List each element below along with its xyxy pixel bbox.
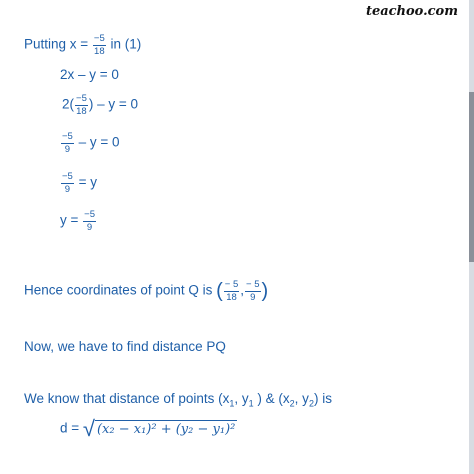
fraction-denominator: 9 [64, 183, 71, 195]
eq5-prefix: y = [60, 212, 83, 228]
putting-fraction [93, 34, 106, 56]
subscript: 1 [229, 398, 235, 409]
equation-3 [60, 132, 120, 154]
coordinates-line [24, 280, 268, 302]
know-text-5: ) is [313, 391, 332, 406]
eq2-fraction [75, 94, 88, 116]
know-text-2: , y [234, 391, 249, 406]
eq5-fraction [83, 210, 96, 232]
close-paren: ) [261, 280, 269, 302]
open-paren: ( [216, 280, 223, 302]
eq2-suffix: ) – y = 0 [88, 96, 139, 112]
scrollbar-thumb[interactable] [469, 92, 474, 262]
fraction-numerator: − 5 [224, 279, 239, 290]
equation-5 [60, 210, 97, 232]
eq4-suffix: = y [74, 174, 97, 190]
scrollbar[interactable] [469, 0, 474, 474]
eq3-suffix: – y = 0 [74, 134, 120, 150]
eq2-prefix: 2( [62, 96, 75, 112]
putting-suffix: in (1) [106, 36, 142, 52]
eq3-fraction [61, 132, 74, 154]
fraction-denominator: 18 [94, 45, 105, 57]
fraction-numerator: − 5 [246, 279, 260, 290]
fraction-numerator: −5 [93, 33, 105, 44]
equation-4 [60, 172, 97, 194]
fraction-numerator: −5 [62, 131, 73, 142]
fraction-denominator: 18 [226, 291, 237, 303]
eq4-fraction [61, 172, 74, 194]
q-x-fraction [224, 280, 239, 302]
formula-prefix: d = [60, 420, 83, 436]
formula-radicand: (x₂ − x₁)² + (y₂ − y₁)² [96, 421, 236, 437]
subscript: 1 [248, 398, 254, 409]
know-text-4: , y [294, 391, 309, 406]
sqrt-symbol: √ [82, 416, 95, 441]
fraction-numerator: −5 [76, 93, 87, 104]
fraction-denominator: 18 [76, 105, 87, 117]
fraction-denominator: 9 [86, 221, 93, 233]
putting-line [24, 34, 141, 56]
brand-logo: teachoo.com [365, 4, 458, 19]
coordinates-prefix: Hence coordinates of point Q is [24, 282, 217, 298]
distance-formula [60, 418, 237, 440]
putting-prefix: Putting x = [24, 36, 92, 52]
subscript: 2 [289, 398, 295, 409]
fraction-denominator: 9 [250, 291, 256, 303]
know-text-3: ) & (x [253, 391, 290, 406]
know-line [24, 392, 332, 409]
subscript: 2 [308, 398, 314, 409]
know-text-1: We know that distance of points (x [24, 391, 230, 406]
fraction-numerator: −5 [62, 171, 73, 182]
distance-intro: Now, we have to find distance PQ [24, 339, 226, 354]
coordinates-separator: , [240, 282, 245, 298]
equation-2 [62, 94, 138, 116]
fraction-numerator: −5 [84, 209, 95, 220]
q-y-fraction [245, 280, 260, 302]
fraction-denominator: 9 [64, 143, 71, 155]
equation-1: 2x – y = 0 [60, 67, 119, 82]
